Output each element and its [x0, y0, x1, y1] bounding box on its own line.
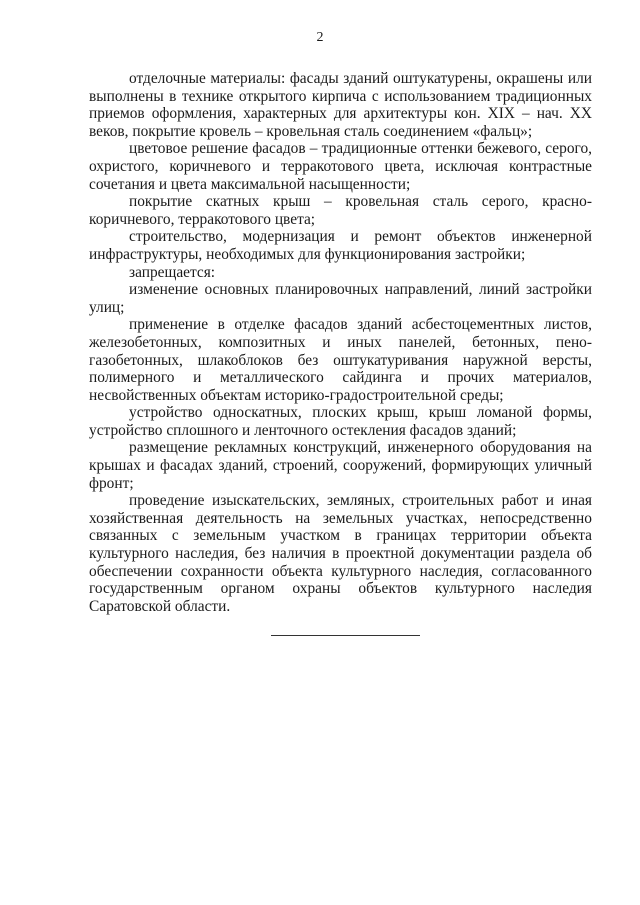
paragraph-engineering-infrastructure: строительство, модернизация и ремонт объектов инженерной инфраструктуры, необходимых для функционирования застройки; — [89, 228, 592, 263]
page-number: 2 — [316, 30, 324, 45]
paragraph-roof-covering: покрытие скатных крыш – кровельная сталь серого, красно-коричневого, терракотового цвета; — [89, 193, 592, 228]
paragraph-facade-finishing-ban: применение в отделке фасадов зданий асбестоцементных листов, железобетонных, композитных и иных панелей, бетонных, пено-газобетонных, шлакоблоков без оштукатуривания наружной версты, полимерного и металлического сайдинга и прочих материалов, несвойственных объектам историко-градостроительной среды; — [89, 316, 592, 404]
paragraph-advertising-ban: размещение рекламных конструкций, инженерного оборудования на крышах и фасадах зданий, строений, сооружений, формирующих уличный фронт; — [89, 439, 592, 492]
end-divider-line — [271, 635, 420, 636]
paragraph-earthworks-ban: проведение изыскательских, земляных, строительных работ и иная хозяйственная деятельность на земельных участках, непосредственно связанных с земельным участком в границах территории объекта культурного наследия, без наличия в проектной документации раздела об обеспечении сохранности объекта культурного наследия, согласованного государственным органом охраны объектов культурного наследия Саратовской области. — [89, 492, 592, 615]
paragraph-planning-directions: изменение основных планировочных направлений, линий застройки улиц; — [89, 281, 592, 316]
paragraph-facade-colors: цветовое решение фасадов – традиционные оттенки бежевого, серого, охристого, коричневого и терракотового цвета, исключая контрастные сочетания и цвета максимальной насыщенности; — [89, 140, 592, 193]
paragraph-roof-shapes-ban: устройство односкатных, плоских крыш, крыш ломаной формы, устройство сплошного и ленточного остекления фасадов зданий; — [89, 404, 592, 439]
paragraph-prohibited-heading: запрещается: — [129, 263, 216, 281]
paragraph-finishing-materials: отделочные материалы: фасады зданий оштукатурены, окрашены или выполнены в технике открытого кирпича с использованием традиционных приемов оформления, характерных для архитектуры кон. XIX – нач. XX веков, покрытие кровель – кровельная сталь соединением «фальц»; — [89, 70, 592, 140]
document-body — [89, 70, 592, 615]
